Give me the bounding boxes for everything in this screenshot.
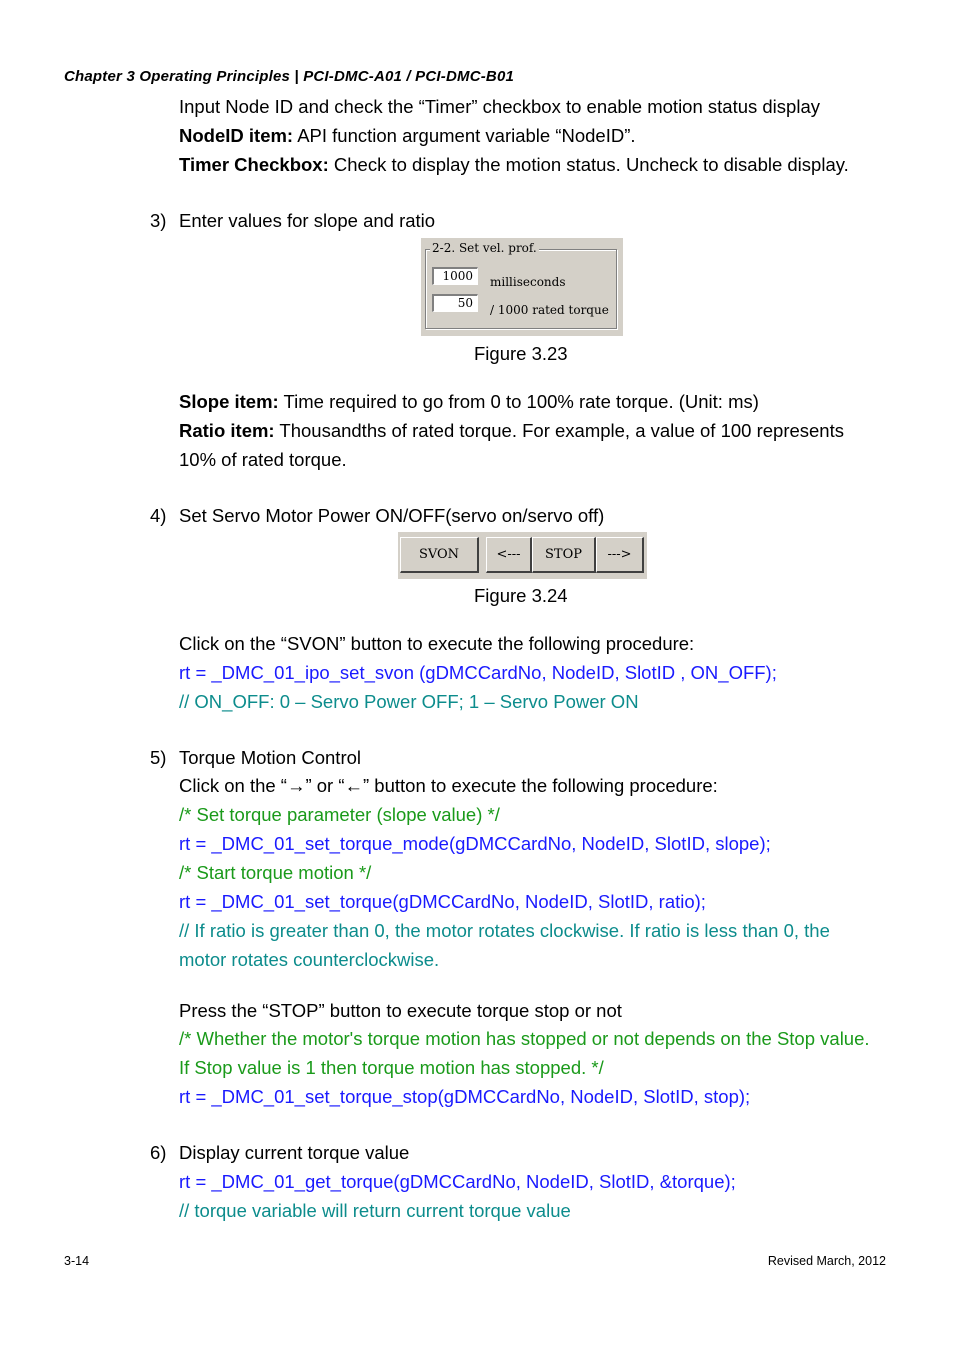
intro-line: Input Node ID and check the “Timer” checkbox to enable motion status display	[179, 96, 820, 117]
ratio-unit-label: / 1000 rated torque	[490, 303, 609, 317]
get-torque-code: rt = _DMC_01_get_torque(gDMCCardNo, NodeID, SlotID, &torque);	[179, 1171, 736, 1192]
svon-comment: // ON_OFF: 0 – Servo Power OFF; 1 – Servo Power ON	[179, 691, 639, 712]
ratio-text: Thousandths of rated torque. For example, a value of 100 represents	[274, 420, 844, 441]
figure-3-23-vel-profile-panel	[421, 238, 623, 336]
groupbox-title: 2-2. Set vel. prof.	[432, 241, 537, 255]
step-6-title: Display current torque value	[179, 1142, 410, 1163]
stop-comment: /* Whether the motor's torque motion has stopped or not depends on the Stop value.	[179, 1028, 870, 1049]
figure-3-24-button-bar	[398, 532, 647, 579]
ratio-direction-comment-cont: motor rotates counterclockwise.	[179, 949, 440, 970]
slope-label: Slope item:	[179, 391, 279, 412]
step-6-number: 6)	[150, 1142, 167, 1163]
torque-stop-code: rt = _DMC_01_set_torque_stop(gDMCCardNo, NodeID, SlotID, stop);	[179, 1086, 751, 1107]
figure-3-23-caption: Figure 3.23	[474, 343, 568, 364]
torque-instruction: Click on the “→” or “←” button to execute the following procedure:	[179, 775, 718, 796]
step-4-title: Set Servo Motor Power ON/OFF(servo on/servo off)	[179, 505, 605, 526]
step-3-title: Enter values for slope and ratio	[179, 210, 436, 231]
slope-description	[179, 391, 759, 413]
nodeid-description	[179, 125, 636, 147]
step-4-number: 4)	[150, 505, 167, 526]
figure-3-24-caption: Figure 3.24	[474, 585, 568, 606]
ratio-description	[179, 420, 844, 442]
stop-comment-cont: If Stop value is 1 then torque motion has stopped. */	[179, 1057, 604, 1078]
ratio-description-cont: 10% of rated torque.	[179, 449, 347, 470]
vel-profile-groupbox	[425, 249, 617, 329]
svon-instruction: Click on the “SVON” button to execute the following procedure:	[179, 633, 695, 654]
torque-left-button[interactable]: <---	[486, 537, 532, 573]
running-header: Chapter 3 Operating Principles | PCI-DMC-A01 / PCI-DMC-B01	[64, 68, 515, 85]
get-torque-comment: // torque variable will return current torque value	[179, 1200, 571, 1221]
revision-date: Revised March, 2012	[767, 1254, 886, 1268]
step-3-number: 3)	[150, 210, 167, 231]
torque-comment-1: /* Set torque parameter (slope value) */	[179, 804, 500, 825]
stop-button[interactable]: STOP	[532, 537, 596, 573]
slope-input[interactable]: 1000	[432, 267, 478, 285]
step-5-title: Torque Motion Control	[179, 747, 362, 768]
torque-right-button[interactable]: --->	[596, 537, 644, 573]
torque-mode-code: rt = _DMC_01_set_torque_mode(gDMCCardNo, NodeID, SlotID, slope);	[179, 833, 771, 854]
timer-description	[179, 154, 849, 176]
svon-button[interactable]: SVON	[400, 537, 479, 573]
ratio-input[interactable]: 50	[432, 294, 478, 312]
stop-instruction: Press the “STOP” button to execute torque stop or not	[179, 1000, 622, 1021]
ratio-direction-comment: // If ratio is greater than 0, the motor rotates clockwise. If ratio is less than 0, the	[179, 920, 830, 941]
nodeid-label: NodeID item:	[179, 125, 294, 146]
svon-code: rt = _DMC_01_ipo_set_svon (gDMCCardNo, NodeID, SlotID , ON_OFF);	[179, 662, 777, 683]
step-5-number: 5)	[150, 747, 167, 768]
torque-comment-2: /* Start torque motion */	[179, 862, 372, 883]
timer-label: Timer Checkbox:	[179, 154, 329, 175]
set-torque-code: rt = _DMC_01_set_torque(gDMCCardNo, NodeID, SlotID, ratio);	[179, 891, 706, 912]
slope-unit-label: milliseconds	[490, 275, 566, 289]
ratio-label: Ratio item:	[179, 420, 275, 441]
slope-text: Time required to go from 0 to 100% rate torque. (Unit: ms)	[278, 391, 759, 412]
page-number: 3-14	[64, 1254, 90, 1268]
timer-text: Check to display the motion status. Uncheck to disable display.	[328, 154, 849, 175]
nodeid-text: API function argument variable “NodeID”.	[293, 125, 636, 146]
